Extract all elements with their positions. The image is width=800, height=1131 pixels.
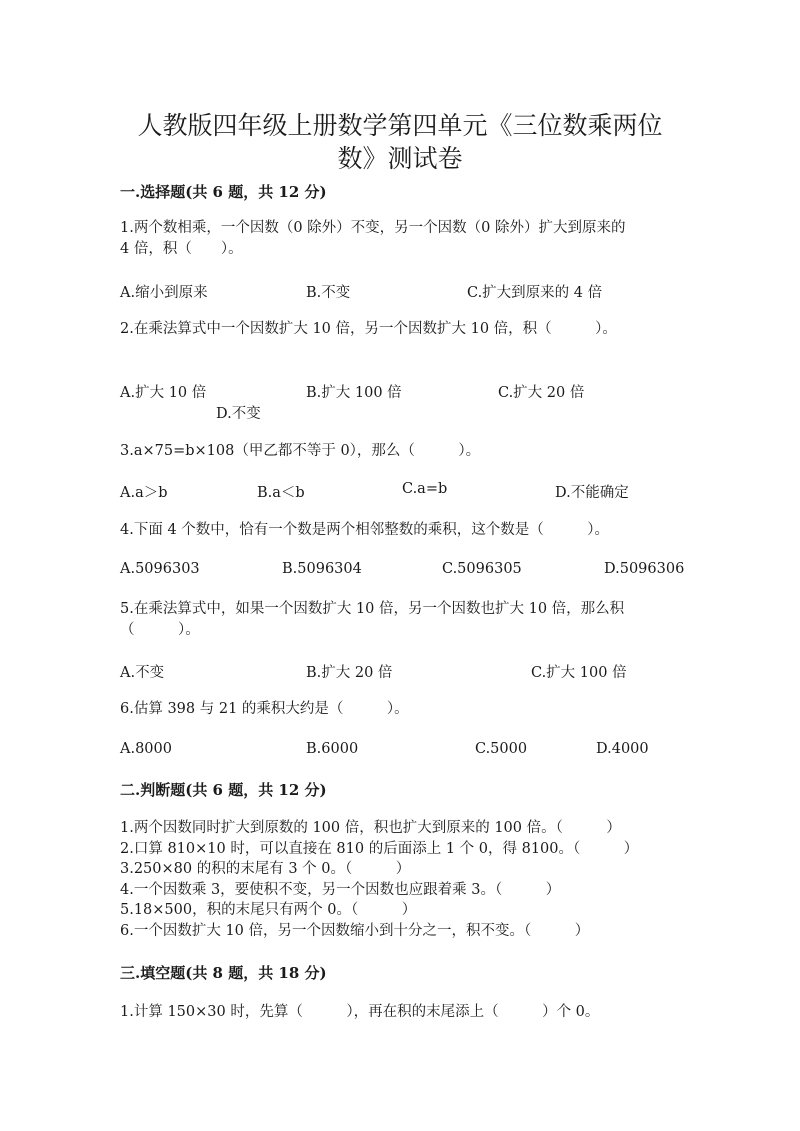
question-text-line: （ ）。 xyxy=(120,622,200,638)
fill-question-1 xyxy=(120,1002,690,1023)
question-text-line: 6.估算 398 与 21 的乘积大约是（ ）。 xyxy=(120,701,409,717)
question-text-line: 1.计算 150×30 时，先算（ ），再在积的末尾添上（ ）个 0。 xyxy=(120,1004,600,1020)
option-b[interactable]: B.扩大 100 倍 xyxy=(306,385,402,401)
title-line-2: 数》测试卷 xyxy=(337,143,463,173)
option-a[interactable]: A.缩小到原来 xyxy=(120,285,208,301)
question-text-line: 4.下面 4 个数中，恰有一个数是两个相邻整数的乘积，这个数是（ ）。 xyxy=(120,522,610,538)
option-b[interactable]: B.6000 xyxy=(306,741,359,757)
section-heading-fill-blank: 三.填空题(共 8 题，共 18 分) xyxy=(120,964,327,982)
question-6 xyxy=(120,699,690,720)
question-4 xyxy=(120,520,690,541)
question-text-line: 1.两个数相乘，一个因数（0 除外）不变，另一个因数（0 除外）扩大到原来的 xyxy=(120,220,626,236)
page-title xyxy=(0,109,800,175)
list-item: 1.两个因数同时扩大到原数的 100 倍，积也扩大到原来的 100 倍。（ ） xyxy=(120,820,621,836)
option-b[interactable]: B.不变 xyxy=(306,285,351,301)
question-2 xyxy=(120,319,690,340)
option-a[interactable]: A.扩大 10 倍 xyxy=(120,385,207,401)
list-item: 3.250×80 的积的末尾有 3 个 0。（ ） xyxy=(120,861,411,877)
option-a[interactable]: A.a＞b xyxy=(120,485,168,501)
section-heading-choice: 一.选择题(共 6 题，共 12 分) xyxy=(120,183,327,201)
option-d[interactable]: D.不变 xyxy=(216,406,261,422)
judgement-list xyxy=(120,818,638,941)
question-text-line: 4 倍，积（ ）。 xyxy=(120,241,243,257)
option-a[interactable]: A.8000 xyxy=(120,741,172,757)
question-5 xyxy=(120,599,690,641)
list-item: 4.一个因数乘 3，要使积不变，另一个因数也应跟着乘 3。（ ） xyxy=(120,881,561,898)
option-a[interactable]: A.不变 xyxy=(120,665,165,681)
list-item: 5.18×500，积的末尾只有两个 0。（ ） xyxy=(120,902,417,918)
option-c[interactable]: C.5000 xyxy=(475,741,528,757)
option-b[interactable]: B.扩大 20 倍 xyxy=(306,665,393,681)
option-a[interactable]: A.5096303 xyxy=(120,561,200,577)
question-1 xyxy=(120,218,690,260)
option-c[interactable]: C.5096305 xyxy=(442,561,522,577)
option-d[interactable]: D.不能确定 xyxy=(555,485,629,501)
option-c[interactable]: C.扩大 100 倍 xyxy=(531,665,627,681)
option-d[interactable]: D.5096306 xyxy=(604,561,685,577)
list-item: 6.一个因数扩大 10 倍，另一个因数缩小到十分之一，积不变。（ ） xyxy=(120,922,590,939)
option-c[interactable]: C.扩大到原来的 4 倍 xyxy=(467,285,603,301)
question-text-line: 2.在乘法算式中一个因数扩大 10 倍，另一个因数扩大 10 倍，积（ ）。 xyxy=(120,321,617,337)
option-c[interactable]: C.a=b xyxy=(402,481,448,497)
question-3 xyxy=(120,441,690,462)
question-text-line: 3.a×75=b×108（甲乙都不等于 0），那么（ ）。 xyxy=(120,443,481,459)
list-item: 2.口算 810×10 时，可以直接在 810 的后面添上 1 个 0，得 8100。（ ） xyxy=(120,840,639,857)
option-c[interactable]: C.扩大 20 倍 xyxy=(498,385,585,401)
option-d[interactable]: D.4000 xyxy=(596,741,649,757)
question-text-line: 5.在乘法算式中，如果一个因数扩大 10 倍，另一个因数也扩大 10 倍，那么积 xyxy=(120,601,625,617)
title-line-1: 人教版四年级上册数学第四单元《三位数乘两位 xyxy=(137,110,663,140)
option-b[interactable]: B.5096304 xyxy=(282,561,362,577)
section-heading-judgement: 二.判断题(共 6 题，共 12 分) xyxy=(120,781,327,799)
option-b[interactable]: B.a＜b xyxy=(257,485,305,501)
